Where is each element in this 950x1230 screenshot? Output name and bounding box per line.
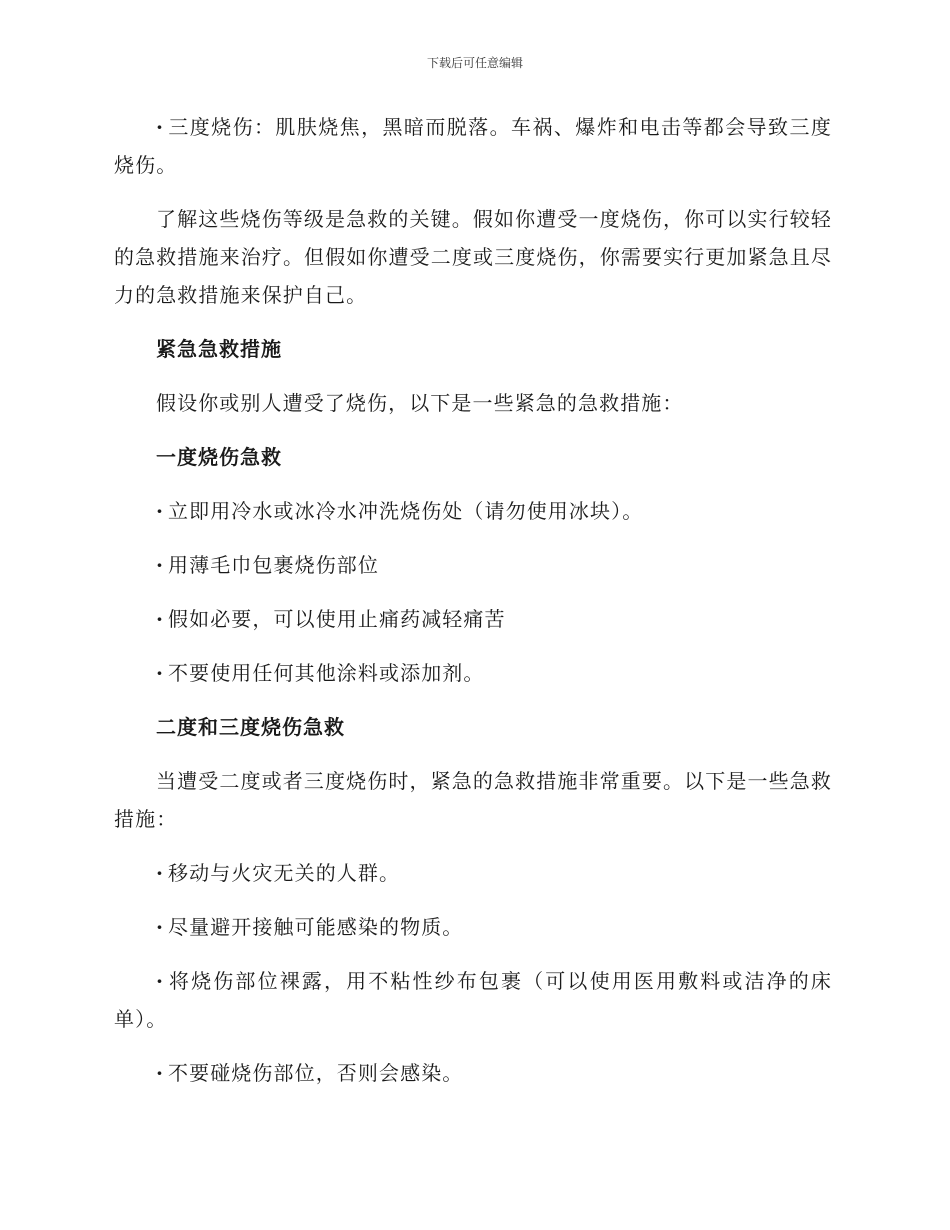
section-heading: 紧急急救措施 [156,337,282,361]
paragraph: 当遭受二度或者三度烧伤时，紧急的急救措施非常重要。以下是一些急救措施： [114,769,832,831]
bullet-text: 尽量避开接触可能感染的物质。 [168,915,464,939]
bullet-text: 移动与火灾无关的人群。 [168,861,401,885]
bullet-item [114,908,832,946]
bullet-dot: · [156,607,165,631]
bullet-dot: · [156,553,165,577]
bullet-item [114,854,832,892]
bullet-text: 假如必要，可以使用止痛药减轻痛苦 [168,607,506,631]
bullet-dot: · [156,861,165,885]
bullet-text: 将烧伤部位裸露，用不粘性纱布包裹（可以使用医用敷料或洁净的床单）。 [114,969,832,1031]
document-body [114,108,832,1108]
bullet-text: 不要使用任何其他涂料或添加剂。 [168,661,485,685]
bullet-text: 用薄毛巾包裹烧伤部位 [168,553,379,577]
bullet-item [114,492,832,530]
bullet-item [114,600,832,638]
bullet-item [114,108,832,184]
bullet-item [114,654,832,692]
bullet-dot: · [156,969,165,993]
section-heading: 一度烧伤急救 [156,445,282,469]
bullet-dot: · [156,499,165,523]
bullet-text: 三度烧伤：肌肤烧焦，黑暗而脱落。车祸、爆炸和电击等都会导致三度烧伤。 [114,115,832,177]
page-header: 下载后可任意编辑 [426,56,523,70]
bullet-dot: · [156,661,165,685]
bullet-dot: · [156,1061,165,1085]
paragraph: 了解这些烧伤等级是急救的关键。假如你遭受一度烧伤，你可以实行较轻的急救措施来治疗。但假如你遭受二度或三度烧伤，你需要实行更加紧急且尽力的急救措施来保护自己。 [114,207,832,307]
bullet-item [114,546,832,584]
section-heading: 二度和三度烧伤急救 [156,715,345,739]
paragraph: 假设你或别人遭受了烧伤，以下是一些紧急的急救措施： [156,391,684,415]
bullet-item [114,1054,832,1092]
bullet-text: 立即用冷水或冰冷水冲洗烧伤处（请勿使用冰块）。 [168,499,644,523]
bullet-dot: · [156,115,165,139]
bullet-text: 不要碰烧伤部位，否则会感染。 [168,1061,464,1085]
bullet-item [114,962,832,1038]
bullet-dot: · [156,915,165,939]
